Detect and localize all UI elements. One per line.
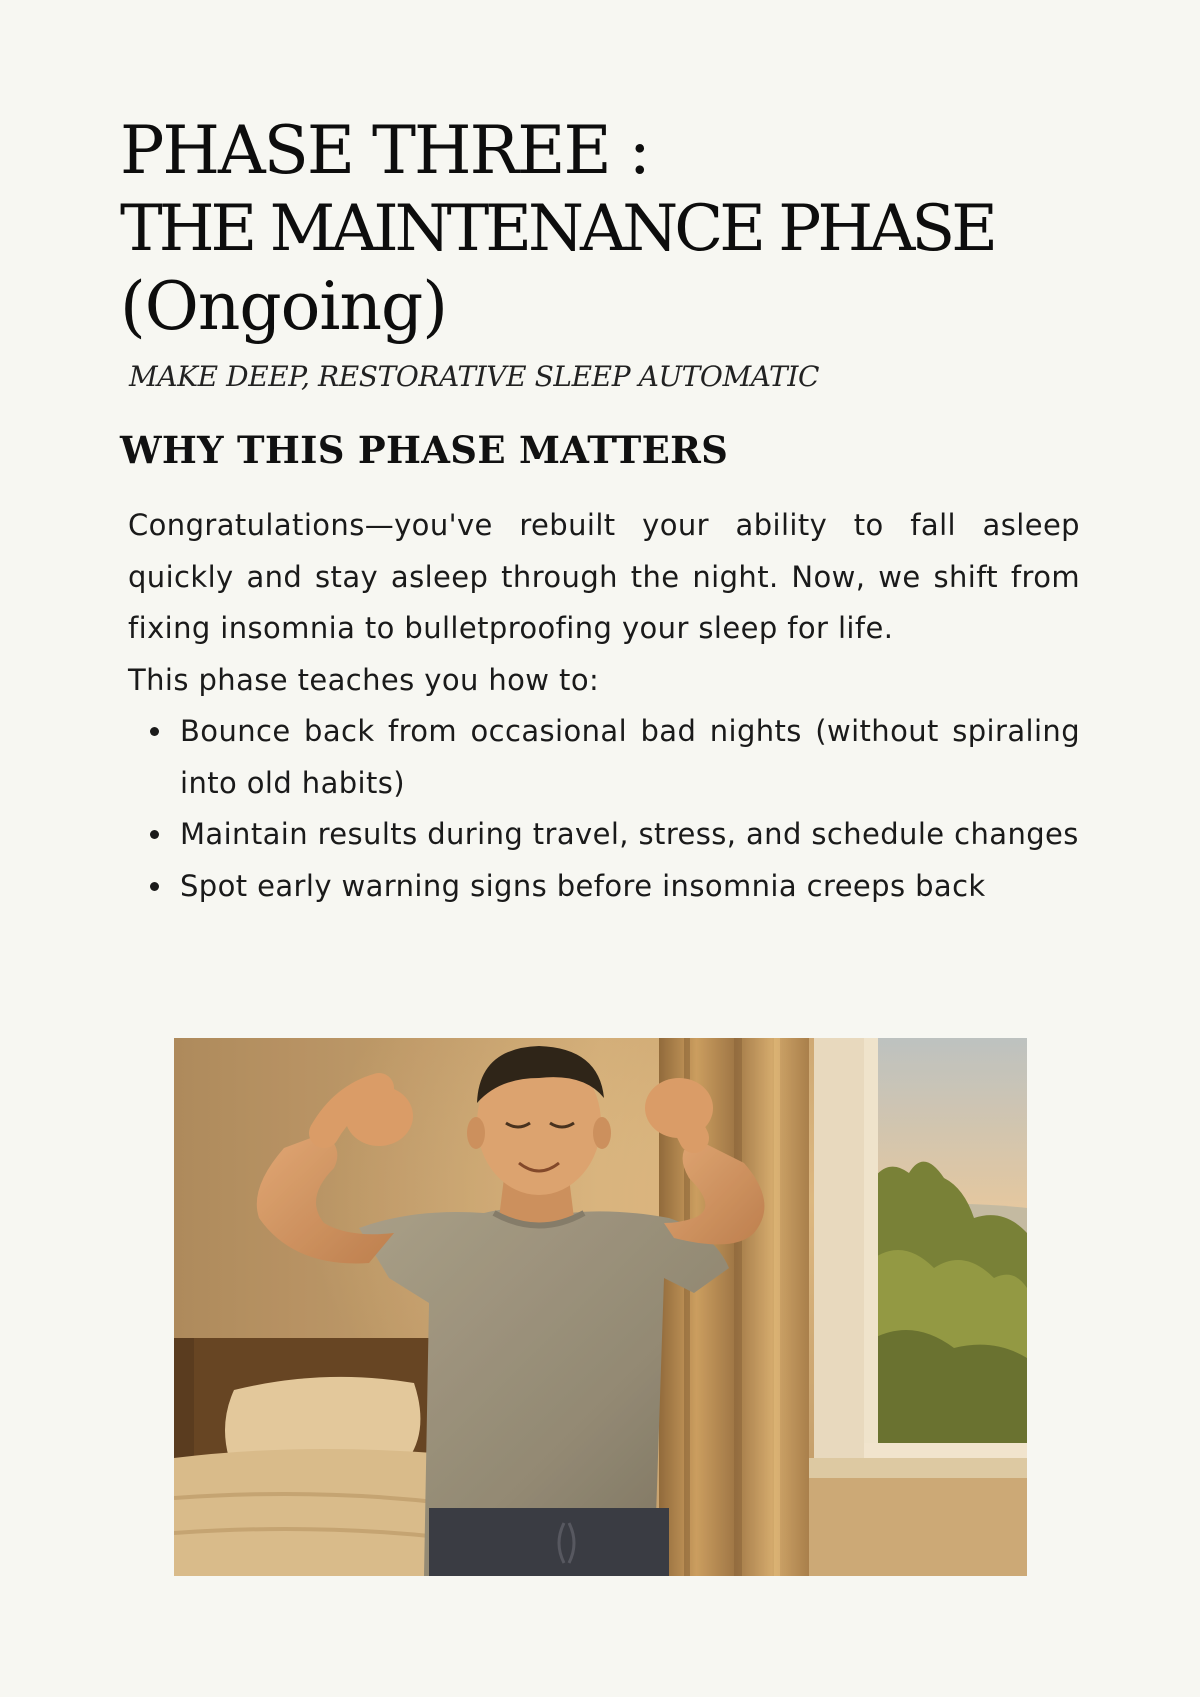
bullet-icon bbox=[150, 727, 159, 736]
list-item bbox=[180, 809, 1080, 861]
body-text bbox=[128, 500, 1080, 912]
title-line-2: THE MAINTENANCE PHASE bbox=[120, 192, 994, 266]
illustration-man-stretching-morning bbox=[174, 1038, 1027, 1576]
bullet-icon bbox=[150, 882, 159, 891]
bullet-icon bbox=[150, 830, 159, 839]
intro-paragraph: Congratulations—you've rebuilt your ability to fall asleep quickly and stay asleep through the night. Now, we shift from fixing insomnia to bulletproofing your sleep for life. bbox=[128, 508, 1080, 645]
bullet-list bbox=[128, 706, 1080, 912]
section-heading: WHY THIS PHASE MATTERS bbox=[120, 428, 729, 472]
list-item-text: Bounce back from occasional bad nights (without spiraling into old habits) bbox=[180, 714, 1080, 800]
list-item bbox=[180, 861, 1080, 913]
list-item bbox=[180, 706, 1080, 809]
title-line-1: PHASE THREE : bbox=[120, 112, 649, 189]
list-item-text: Maintain results during travel, stress, and schedule changes bbox=[180, 817, 1079, 851]
title-line-3: (Ongoing) bbox=[120, 268, 447, 345]
list-intro: This phase teaches you how to: bbox=[128, 662, 600, 697]
list-item-text: Spot early warning signs before insomnia creeps back bbox=[180, 868, 986, 903]
page-title bbox=[120, 112, 994, 346]
subtitle: MAKE DEEP, RESTORATIVE SLEEP AUTOMATIC bbox=[129, 360, 820, 393]
